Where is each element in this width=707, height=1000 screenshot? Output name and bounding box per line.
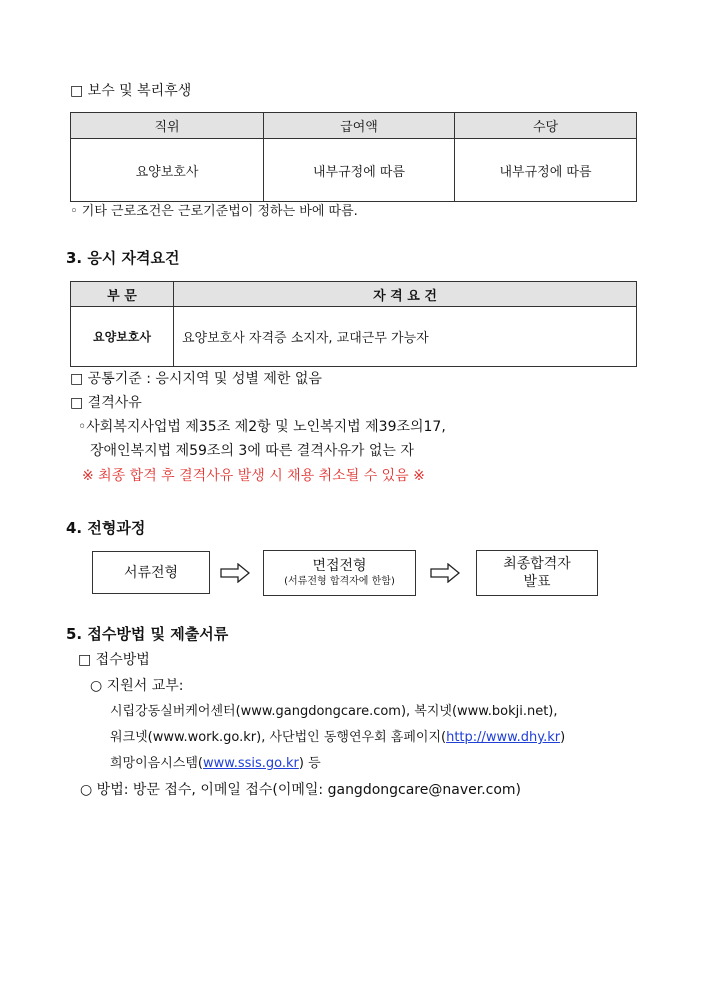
submission-method-title: □ 접수방법 <box>78 652 150 668</box>
salary-table-row <box>71 139 637 202</box>
disqualification-title: □ 결격사유 <box>70 395 142 411</box>
arrow-right-icon <box>220 563 250 583</box>
disqualification-line-2: 장애인복지법 제59조의 3에 따른 결격사유가 없는 자 <box>90 443 414 459</box>
process-step-interview-label: 면접전형 <box>312 558 367 574</box>
dhy-homepage-link[interactable]: http://www.dhy.kr <box>446 730 561 745</box>
qualification-header-requirement: 자 격 요 건 <box>174 282 637 307</box>
salary-cell-position: 요양보호사 <box>71 139 264 202</box>
salary-heading: □ 보수 및 복리후생 <box>70 83 192 99</box>
salary-header-allowance: 수당 <box>455 113 637 139</box>
qualification-table-header-row <box>71 282 637 307</box>
salary-header-pay: 급여액 <box>264 113 455 139</box>
distribution-sites-line-2-text: 워크넷(www.work.go.kr), 사단법인 동행연우회 홈페이지( <box>110 730 447 745</box>
distribution-sites-line-2-end: ) <box>560 730 566 745</box>
qualification-heading: 3. 응시 자격요건 <box>66 249 180 267</box>
qualification-cell-requirement: 요양보호사 자격증 소지자, 교대근무 가능자 <box>174 307 637 367</box>
submission-method-line: ○ 방법: 방문 접수, 이메일 접수(이메일: gangdongcare@naver.com) <box>80 782 522 798</box>
salary-table-header-row <box>71 113 637 139</box>
salary-header-position: 직위 <box>71 113 264 139</box>
distribution-sites-line-2 <box>110 729 565 746</box>
distribution-sites-line-3-text: 희망이음시스템( <box>110 756 203 771</box>
qualification-header-division: 부 문 <box>71 282 174 307</box>
arrow-right-icon <box>430 563 460 583</box>
process-step-interview <box>263 550 416 596</box>
process-step-document <box>92 551 210 594</box>
qualification-table-row <box>71 307 637 367</box>
distribution-sites-line-3 <box>110 755 321 772</box>
submission-heading: 5. 접수방법 및 제출서류 <box>66 625 229 643</box>
process-step-final-label-2: 발표 <box>523 574 551 590</box>
common-criteria: □ 공통기준 : 응시지역 및 성별 제한 없음 <box>70 371 322 387</box>
disqualification-line-1: ◦사회복지사업법 제35조 제2항 및 노인복지법 제39조의17, <box>78 419 446 435</box>
salary-table <box>70 112 637 202</box>
process-step-final <box>476 550 598 596</box>
process-step-document-label: 서류전형 <box>123 564 179 581</box>
salary-cell-pay: 내부규정에 따름 <box>264 139 455 202</box>
process-step-interview-note: (서류전형 합격자에 한함) <box>284 576 395 587</box>
process-step-final-label-1: 최종합격자 <box>503 556 571 572</box>
qualification-cell-division: 요양보호사 <box>71 307 174 367</box>
salary-cell-allowance: 내부규정에 따름 <box>455 139 637 202</box>
distribution-sites-line-1: 시립강동실버케어센터(www.gangdongcare.com), 복지넷(www.bokji.net), <box>110 704 558 719</box>
distribution-sites-line-3-end: ) 등 <box>298 756 321 771</box>
salary-note: ◦ 기타 근로조건은 근로기준법이 정하는 바에 따름. <box>70 204 358 219</box>
cancellation-warning: ※ 최종 합격 후 결격사유 발생 시 채용 취소될 수 있음 ※ <box>82 468 425 484</box>
process-heading: 4. 전형과정 <box>66 519 146 537</box>
ssis-link[interactable]: www.ssis.go.kr <box>202 756 299 771</box>
qualification-table <box>70 281 637 367</box>
application-form-label: ○ 지원서 교부: <box>90 678 184 694</box>
